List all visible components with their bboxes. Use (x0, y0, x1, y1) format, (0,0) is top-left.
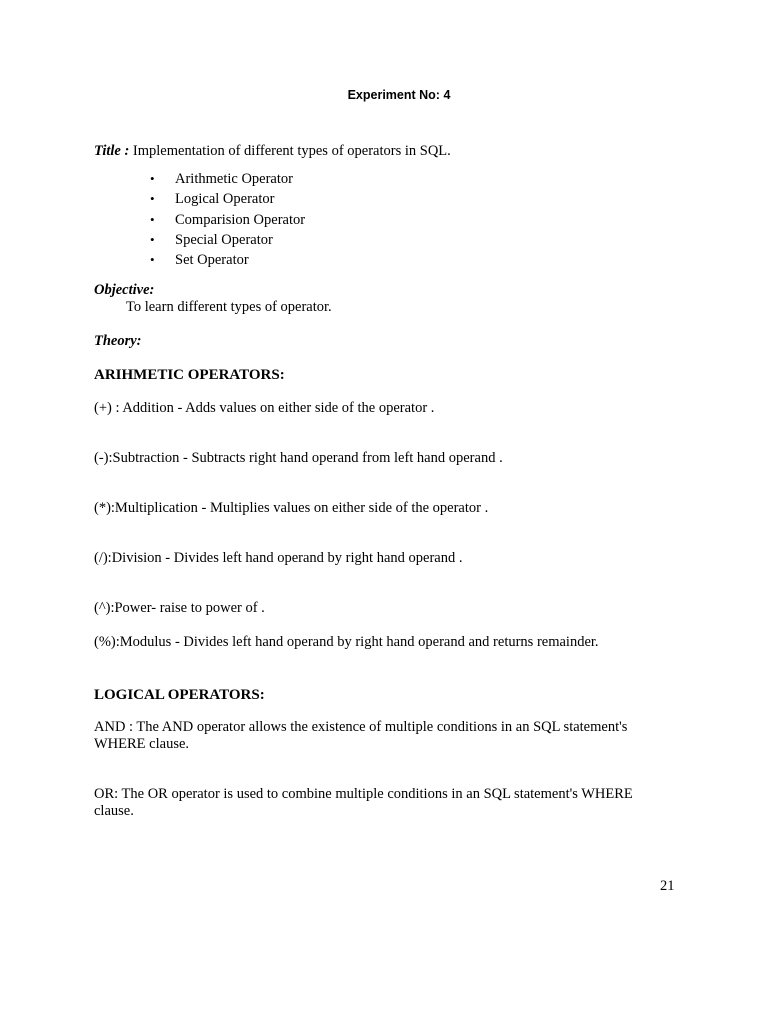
arithmetic-subtraction: (-):Subtraction - Subtracts right hand operand from left hand operand . (94, 450, 503, 466)
page-number: 21 (660, 878, 675, 894)
arithmetic-power: (^):Power- raise to power of . (94, 600, 265, 616)
title-text: Implementation of different types of operators in SQL. (132, 143, 451, 159)
list-item (150, 169, 305, 189)
arithmetic-modulus: (%):Modulus - Divides left hand operand by right hand operand and returns remainder. (94, 634, 599, 650)
experiment-heading: Experiment No: 4 (347, 88, 451, 102)
bullet-icon: • (150, 211, 155, 227)
arithmetic-heading: ARIHMETIC OPERATORS: (94, 367, 285, 383)
operator-list (150, 169, 305, 270)
bullet-icon: • (150, 252, 155, 268)
arithmetic-multiplication: (*):Multiplication - Multiplies values on either side of the operator . (94, 500, 489, 516)
objective-text: To learn different types of operator. (126, 299, 332, 315)
title-line (94, 143, 451, 160)
objective-heading: Objective: (94, 282, 155, 298)
and-line-1: AND : The AND operator allows the existence of multiple conditions in an SQL statement's (94, 719, 628, 735)
logical-heading: LOGICAL OPERATORS: (94, 687, 265, 703)
list-item-text: Arithmetic Operator (175, 171, 293, 187)
arithmetic-division: (/):Division - Divides left hand operand by right hand operand . (94, 550, 463, 566)
bullet-icon: • (150, 171, 155, 186)
list-item (150, 210, 305, 230)
theory-heading: Theory: (94, 333, 142, 349)
arithmetic-addition: (+) : Addition - Adds values on either side of the operator . (94, 400, 435, 416)
or-line-2: clause. (94, 803, 134, 819)
list-item (150, 230, 305, 250)
list-item-text: Comparision Operator (175, 211, 306, 228)
bullet-icon: • (150, 231, 155, 247)
list-item-text: Set Operator (175, 252, 249, 269)
list-item-text: Logical Operator (175, 191, 275, 208)
and-operator-paragraph (94, 719, 676, 753)
list-item-text: Special Operator (175, 231, 273, 248)
list-item (150, 250, 305, 270)
or-operator-paragraph (94, 786, 676, 820)
title-label: Title : (94, 143, 130, 159)
and-line-2: WHERE clause. (94, 736, 190, 752)
list-item (150, 189, 305, 209)
bullet-icon: • (150, 191, 155, 207)
or-line-1: OR: The OR operator is used to combine multiple conditions in an SQL statement's WHERE (94, 786, 633, 802)
